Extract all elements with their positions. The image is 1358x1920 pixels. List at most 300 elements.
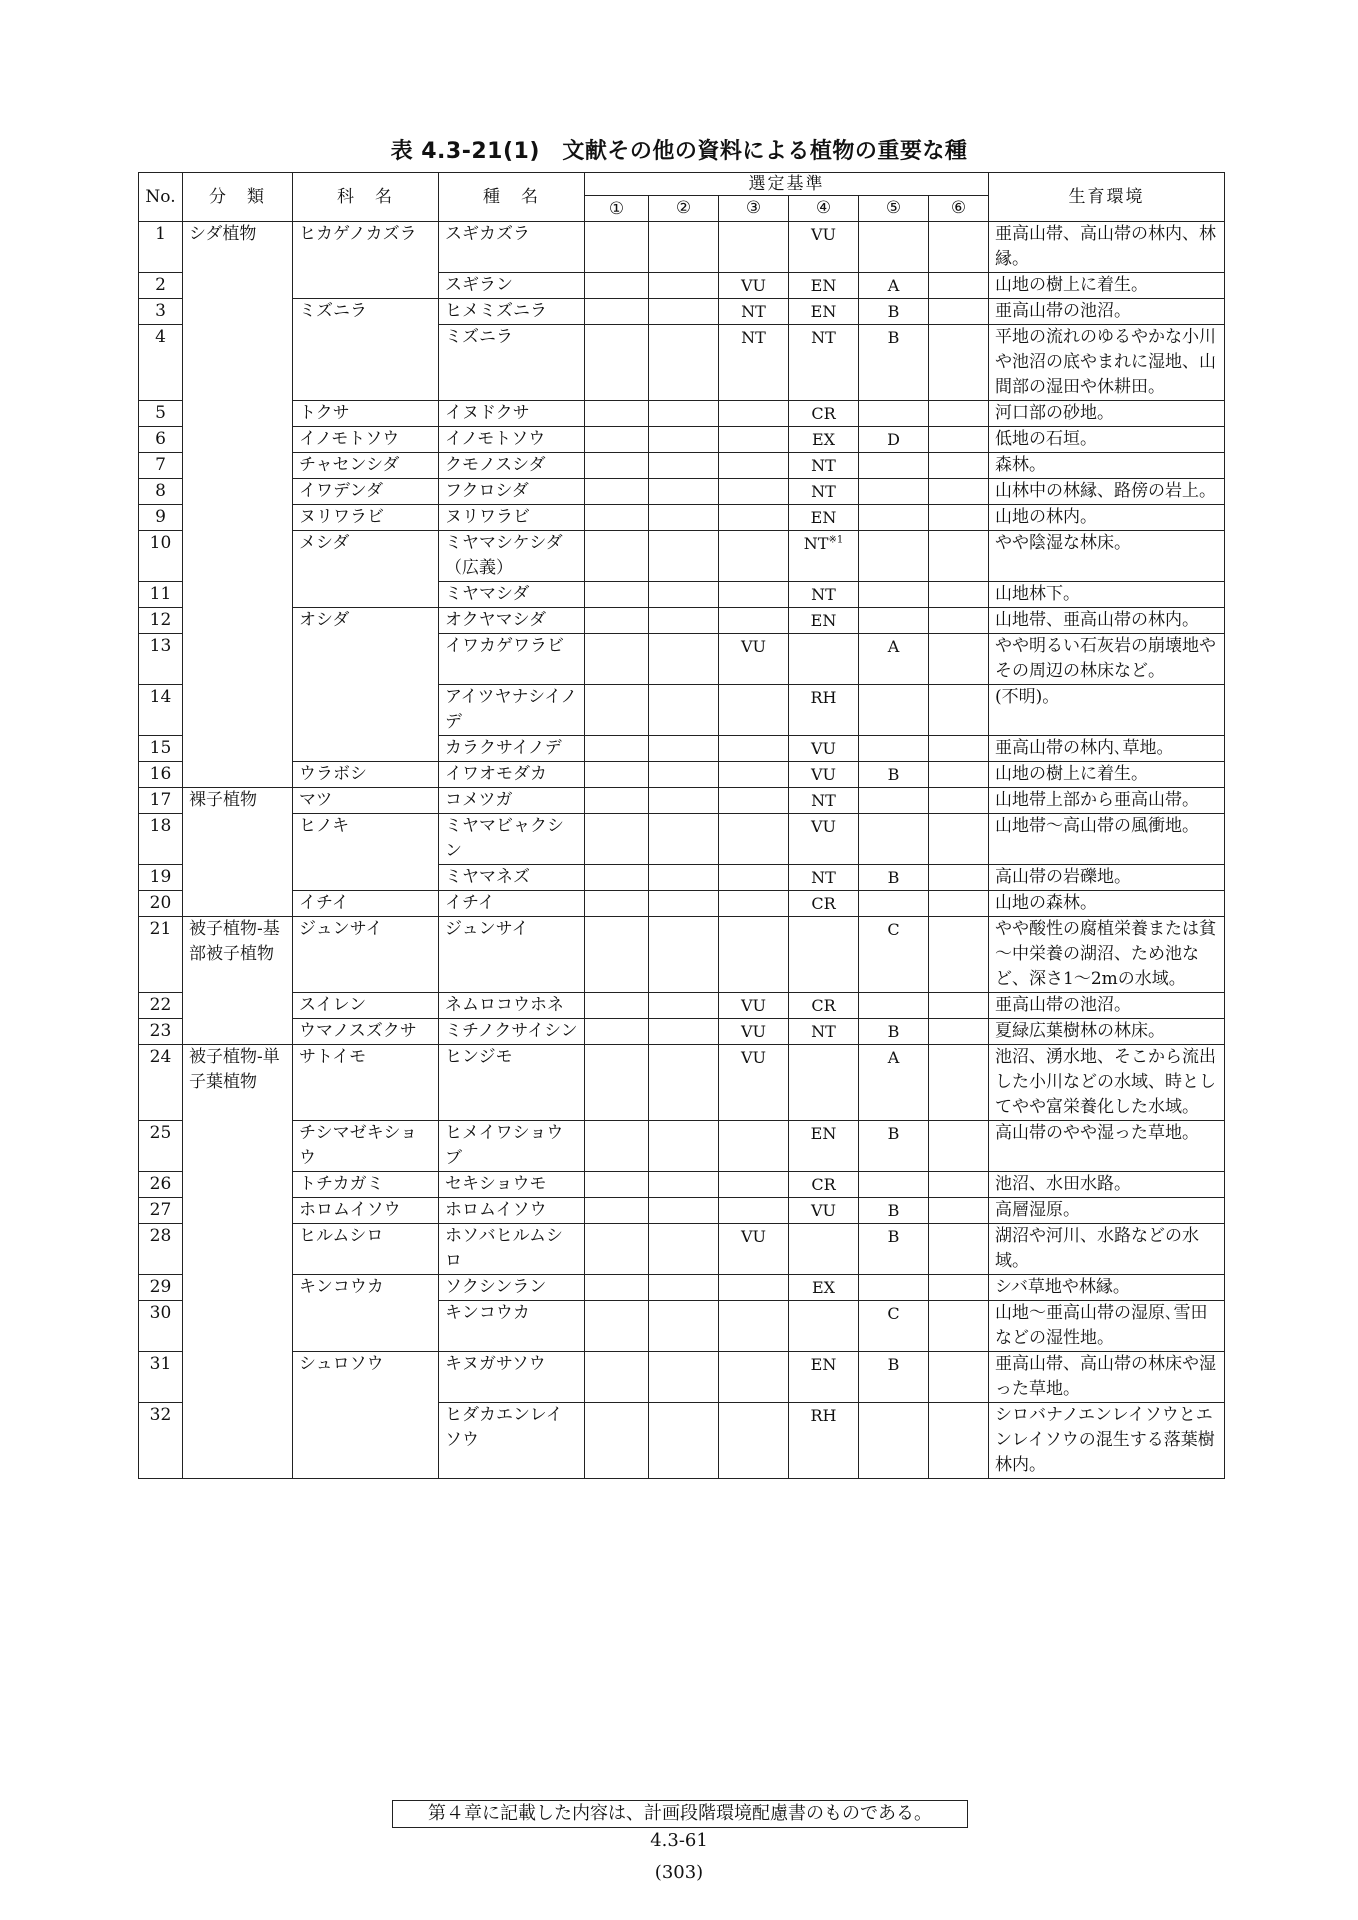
row-family [293, 1403, 439, 1479]
row-criterion-6 [929, 891, 989, 917]
row-criterion-1 [585, 1045, 649, 1121]
row-criterion-3 [719, 685, 789, 736]
table-row [139, 1352, 1225, 1403]
row-no: 22 [139, 993, 183, 1019]
row-criterion-1 [585, 685, 649, 736]
row-criterion-2 [649, 401, 719, 427]
header-row-1 [139, 173, 1225, 196]
table-row [139, 891, 1225, 917]
row-habitat: 亜高山帯、高山帯の林内、林縁。 [989, 222, 1225, 273]
criterion-value: D [887, 430, 900, 449]
row-category: シダ植物 [183, 222, 293, 273]
row-family [293, 736, 439, 762]
table-row [139, 865, 1225, 891]
table-row [139, 1403, 1225, 1479]
row-habitat: 亜高山帯、高山帯の林床や湿った草地。 [989, 1352, 1225, 1403]
row-criterion-6 [929, 608, 989, 634]
row-criterion-5 [859, 685, 929, 736]
row-criterion-3 [719, 299, 789, 325]
row-category: 被子植物-単子葉植物 [183, 1045, 293, 1121]
row-criterion-5 [859, 1019, 929, 1045]
row-no: 20 [139, 891, 183, 917]
criterion-value: CR [811, 894, 836, 913]
row-criterion-2 [649, 222, 719, 273]
row-no: 4 [139, 325, 183, 401]
row-family: メシダ [293, 531, 439, 582]
row-criterion-3 [719, 1172, 789, 1198]
row-no: 12 [139, 608, 183, 634]
row-criterion-2 [649, 453, 719, 479]
criterion-value: EN [810, 611, 837, 630]
table-row [139, 608, 1225, 634]
criterion-value: EN [810, 508, 837, 527]
criterion-value: B [887, 328, 900, 347]
row-criterion-6 [929, 1301, 989, 1352]
criterion-value: RH [810, 688, 837, 707]
row-criterion-1 [585, 736, 649, 762]
row-criterion-6 [929, 917, 989, 993]
row-criterion-2 [649, 736, 719, 762]
criterion-value: VU [740, 637, 767, 656]
row-no: 26 [139, 1172, 183, 1198]
row-criterion-5 [859, 299, 929, 325]
table-row [139, 582, 1225, 608]
table-row [139, 299, 1225, 325]
row-category [183, 736, 293, 762]
row-species: ヒダカエンレイソウ [439, 1403, 585, 1479]
row-criterion-6 [929, 1019, 989, 1045]
row-criterion-4 [789, 685, 859, 736]
row-species: キヌガサソウ [439, 1352, 585, 1403]
criterion-value: EN [810, 302, 837, 321]
row-criterion-3 [719, 1019, 789, 1045]
row-category [183, 582, 293, 608]
row-criterion-5 [859, 865, 929, 891]
row-no: 7 [139, 453, 183, 479]
table-row [139, 1172, 1225, 1198]
row-category [183, 479, 293, 505]
row-criterion-6 [929, 325, 989, 401]
row-criterion-5 [859, 1352, 929, 1403]
row-category [183, 325, 293, 401]
row-criterion-6 [929, 427, 989, 453]
row-criterion-5 [859, 634, 929, 685]
row-family [293, 273, 439, 299]
row-criterion-3 [719, 788, 789, 814]
row-criterion-1 [585, 427, 649, 453]
criterion-value: EN [810, 1124, 837, 1143]
row-category [183, 1224, 293, 1275]
row-species: イチイ [439, 891, 585, 917]
row-criterion-4 [789, 1352, 859, 1403]
row-family: ウラボシ [293, 762, 439, 788]
row-criterion-4 [789, 1301, 859, 1352]
row-species: ヌリワラビ [439, 505, 585, 531]
row-criterion-3 [719, 479, 789, 505]
row-category [183, 1403, 293, 1479]
row-criterion-5 [859, 531, 929, 582]
row-criterion-3 [719, 917, 789, 993]
table-row [139, 325, 1225, 401]
criterion-value: B [887, 1022, 900, 1041]
row-category [183, 505, 293, 531]
row-no: 15 [139, 736, 183, 762]
table-row [139, 1198, 1225, 1224]
page-number: 4.3-61 [650, 1830, 708, 1851]
table-row [139, 1045, 1225, 1121]
table-row [139, 1019, 1225, 1045]
row-criterion-5 [859, 427, 929, 453]
row-criterion-6 [929, 762, 989, 788]
row-no: 16 [139, 762, 183, 788]
row-habitat: 池沼、水田水路。 [989, 1172, 1225, 1198]
row-species: カラクサイノデ [439, 736, 585, 762]
row-criterion-3 [719, 634, 789, 685]
criterion-value: VU [810, 817, 837, 836]
row-criterion-2 [649, 762, 719, 788]
row-habitat: 池沼、湧水地、そこから流出した小川などの水域、時としてやや富栄養化した水域。 [989, 1045, 1225, 1121]
row-category: 被子植物-基部被子植物 [183, 917, 293, 993]
table-row [139, 917, 1225, 993]
row-category [183, 531, 293, 582]
row-criterion-6 [929, 222, 989, 273]
row-no: 11 [139, 582, 183, 608]
row-category [183, 1172, 293, 1198]
row-no: 1 [139, 222, 183, 273]
row-criterion-3 [719, 993, 789, 1019]
row-criterion-1 [585, 453, 649, 479]
row-category [183, 299, 293, 325]
row-criterion-2 [649, 993, 719, 1019]
row-criterion-1 [585, 401, 649, 427]
row-criterion-4 [789, 401, 859, 427]
row-criterion-6 [929, 1121, 989, 1172]
row-criterion-3 [719, 453, 789, 479]
row-criterion-3 [719, 401, 789, 427]
row-criterion-5 [859, 608, 929, 634]
row-criterion-4 [789, 1045, 859, 1121]
table-row [139, 685, 1225, 736]
criterion-value: B [887, 1227, 900, 1246]
row-criterion-2 [649, 299, 719, 325]
row-species: ネムロコウホネ [439, 993, 585, 1019]
row-criterion-1 [585, 1275, 649, 1301]
row-criterion-4 [789, 1198, 859, 1224]
row-criterion-6 [929, 634, 989, 685]
row-criterion-6 [929, 505, 989, 531]
row-habitat: やや酸性の腐植栄養または貧～中栄養の湖沼、ため池など、深さ1～2mの水域。 [989, 917, 1225, 993]
row-criterion-4 [789, 582, 859, 608]
row-family: マツ [293, 788, 439, 814]
row-criterion-2 [649, 1045, 719, 1121]
row-criterion-4 [789, 634, 859, 685]
row-habitat: 平地の流れのゆるやかな小川や池沼の底やまれに湿地、山間部の湿田や休耕田。 [989, 325, 1225, 401]
table-row [139, 762, 1225, 788]
row-species: アイツヤナシイノデ [439, 685, 585, 736]
row-criterion-5 [859, 1403, 929, 1479]
row-family [293, 865, 439, 891]
criterion-value: RH [810, 1406, 837, 1425]
row-habitat: 山地帯、亜高山帯の林内。 [989, 608, 1225, 634]
row-criterion-2 [649, 1198, 719, 1224]
row-species: コメツガ [439, 788, 585, 814]
row-criterion-3 [719, 736, 789, 762]
row-family [293, 325, 439, 401]
row-criterion-2 [649, 685, 719, 736]
row-habitat: 山地の樹上に着生。 [989, 762, 1225, 788]
row-criterion-6 [929, 865, 989, 891]
row-criterion-1 [585, 1301, 649, 1352]
row-family: オシダ [293, 608, 439, 634]
row-criterion-5 [859, 505, 929, 531]
table-row [139, 814, 1225, 865]
row-family: ヌリワラビ [293, 505, 439, 531]
row-criterion-6 [929, 479, 989, 505]
row-criterion-4 [789, 325, 859, 401]
row-criterion-1 [585, 814, 649, 865]
table-title: 表 4.3-21(1) 文献その他の資料による植物の重要な種 [390, 139, 968, 164]
row-category: 裸子植物 [183, 788, 293, 814]
row-criterion-4 [789, 1224, 859, 1275]
row-habitat: シバ草地や林縁。 [989, 1275, 1225, 1301]
row-no: 18 [139, 814, 183, 865]
criterion-value: CR [811, 404, 836, 423]
criterion-value: C [887, 1304, 900, 1323]
row-criterion-3 [719, 891, 789, 917]
row-criterion-1 [585, 582, 649, 608]
row-species: スギカズラ [439, 222, 585, 273]
criterion-value: EN [810, 276, 837, 295]
criterion-value: VU [810, 1201, 837, 1220]
criterion-value: B [887, 1124, 900, 1143]
row-no: 8 [139, 479, 183, 505]
row-criterion-2 [649, 891, 719, 917]
row-criterion-1 [585, 865, 649, 891]
row-habitat: 山地帯～高山帯の風衝地。 [989, 814, 1225, 865]
row-criterion-3 [719, 1045, 789, 1121]
criterion-value: A [887, 276, 900, 295]
row-criterion-1 [585, 1121, 649, 1172]
row-criterion-4 [789, 453, 859, 479]
row-family: チャセンシダ [293, 453, 439, 479]
row-criterion-4 [789, 608, 859, 634]
row-no: 23 [139, 1019, 183, 1045]
row-criterion-1 [585, 891, 649, 917]
row-criterion-2 [649, 1019, 719, 1045]
criterion-value: NT [811, 791, 836, 810]
row-criterion-2 [649, 582, 719, 608]
criterion-value: B [887, 1201, 900, 1220]
row-habitat: 亜高山帯の林内､草地。 [989, 736, 1225, 762]
row-criterion-6 [929, 1172, 989, 1198]
row-family: イワデンダ [293, 479, 439, 505]
table-row [139, 1301, 1225, 1352]
row-species: ミチノクサイシン [439, 1019, 585, 1045]
criterion-value: VU [810, 225, 837, 244]
criterion-footnote-mark: ※1 [828, 534, 844, 546]
row-category [183, 634, 293, 685]
row-criterion-4 [789, 917, 859, 993]
row-criterion-5 [859, 273, 929, 299]
row-category [183, 427, 293, 453]
row-criterion-5 [859, 1121, 929, 1172]
row-criterion-2 [649, 1121, 719, 1172]
criterion-value: NT [803, 534, 829, 553]
row-criterion-3 [719, 505, 789, 531]
row-criterion-4 [789, 891, 859, 917]
row-criterion-1 [585, 273, 649, 299]
row-criterion-3 [719, 1224, 789, 1275]
row-criterion-4 [789, 1275, 859, 1301]
row-criterion-3 [719, 273, 789, 299]
row-criterion-3 [719, 582, 789, 608]
row-no: 31 [139, 1352, 183, 1403]
criterion-value: C [887, 920, 900, 939]
row-species: ミヤマシダ [439, 582, 585, 608]
header-criteria-group: 選定基準 [585, 173, 989, 196]
row-family: シュロソウ [293, 1352, 439, 1403]
row-species: ジュンサイ [439, 917, 585, 993]
table-row [139, 273, 1225, 299]
species-table [138, 172, 1225, 1479]
row-criterion-1 [585, 917, 649, 993]
criterion-value: EX [811, 1278, 836, 1297]
row-category [183, 1121, 293, 1172]
row-criterion-2 [649, 325, 719, 401]
row-habitat: 山地林下。 [989, 582, 1225, 608]
row-no: 30 [139, 1301, 183, 1352]
row-habitat: 湖沼や河川、水路などの水域。 [989, 1224, 1225, 1275]
row-criterion-1 [585, 1019, 649, 1045]
row-species: イワカゲワラビ [439, 634, 585, 685]
row-criterion-1 [585, 788, 649, 814]
criterion-value: A [887, 1048, 900, 1067]
row-criterion-2 [649, 479, 719, 505]
row-criterion-6 [929, 1403, 989, 1479]
row-criterion-2 [649, 427, 719, 453]
row-habitat: 高層湿原。 [989, 1198, 1225, 1224]
row-criterion-4 [789, 788, 859, 814]
row-criterion-1 [585, 1224, 649, 1275]
row-criterion-1 [585, 325, 649, 401]
row-habitat: 森林。 [989, 453, 1225, 479]
row-no: 21 [139, 917, 183, 993]
row-category [183, 891, 293, 917]
row-species: ヒメミズニラ [439, 299, 585, 325]
header-criterion-1: ① [585, 196, 649, 222]
row-species: イワオモダカ [439, 762, 585, 788]
row-criterion-6 [929, 1224, 989, 1275]
row-criterion-4 [789, 736, 859, 762]
row-criterion-6 [929, 531, 989, 582]
criterion-value: VU [740, 996, 767, 1015]
row-criterion-2 [649, 505, 719, 531]
row-family: ホロムイソウ [293, 1198, 439, 1224]
row-criterion-5 [859, 1301, 929, 1352]
row-criterion-6 [929, 1275, 989, 1301]
table-row [139, 1224, 1225, 1275]
row-category [183, 453, 293, 479]
header-no: No. [139, 173, 183, 222]
row-species: ミヤマビャクシン [439, 814, 585, 865]
row-habitat: 亜高山帯の池沼。 [989, 993, 1225, 1019]
criterion-value: NT [811, 456, 836, 475]
row-criterion-5 [859, 479, 929, 505]
row-no: 2 [139, 273, 183, 299]
row-criterion-3 [719, 1403, 789, 1479]
row-no: 9 [139, 505, 183, 531]
table-row [139, 993, 1225, 1019]
row-species: ソクシンラン [439, 1275, 585, 1301]
row-no: 25 [139, 1121, 183, 1172]
row-category [183, 1275, 293, 1301]
criterion-value: NT [741, 302, 766, 321]
row-category [183, 1198, 293, 1224]
row-habitat: 高山帯の岩礫地。 [989, 865, 1225, 891]
row-species: クモノスシダ [439, 453, 585, 479]
header-habitat: 生育環境 [989, 173, 1225, 222]
row-family [293, 634, 439, 685]
row-no: 14 [139, 685, 183, 736]
row-family: ジュンサイ [293, 917, 439, 993]
row-criterion-1 [585, 1198, 649, 1224]
row-criterion-1 [585, 222, 649, 273]
row-category [183, 1352, 293, 1403]
row-species: オクヤマシダ [439, 608, 585, 634]
row-criterion-4 [789, 531, 859, 582]
row-species: ヒメイワショウブ [439, 1121, 585, 1172]
row-criterion-5 [859, 788, 929, 814]
row-criterion-4 [789, 273, 859, 299]
row-species: フクロシダ [439, 479, 585, 505]
criterion-value: EN [810, 1355, 837, 1374]
row-criterion-4 [789, 762, 859, 788]
row-criterion-2 [649, 917, 719, 993]
criterion-value: NT [741, 328, 766, 347]
row-no: 10 [139, 531, 183, 582]
table-row [139, 634, 1225, 685]
table-row [139, 505, 1225, 531]
row-criterion-2 [649, 1224, 719, 1275]
row-family: イノモトソウ [293, 427, 439, 453]
row-criterion-2 [649, 634, 719, 685]
table-row [139, 736, 1225, 762]
row-criterion-4 [789, 505, 859, 531]
row-species: セキショウモ [439, 1172, 585, 1198]
row-category [183, 1019, 293, 1045]
row-criterion-1 [585, 1403, 649, 1479]
row-criterion-3 [719, 222, 789, 273]
row-criterion-1 [585, 479, 649, 505]
criterion-value: EX [811, 430, 836, 449]
row-criterion-5 [859, 1045, 929, 1121]
row-species: ミヤマネズ [439, 865, 585, 891]
row-criterion-6 [929, 299, 989, 325]
row-criterion-6 [929, 582, 989, 608]
row-category [183, 273, 293, 299]
row-criterion-3 [719, 1198, 789, 1224]
row-species: イヌドクサ [439, 401, 585, 427]
header-species: 種 名 [439, 173, 585, 222]
header-criterion-6: ⑥ [929, 196, 989, 222]
row-criterion-6 [929, 814, 989, 865]
row-category [183, 401, 293, 427]
row-species: ミヤマシケシダ（広義） [439, 531, 585, 582]
table-row [139, 788, 1225, 814]
header-criterion-3: ③ [719, 196, 789, 222]
row-no: 24 [139, 1045, 183, 1121]
row-criterion-3 [719, 1275, 789, 1301]
